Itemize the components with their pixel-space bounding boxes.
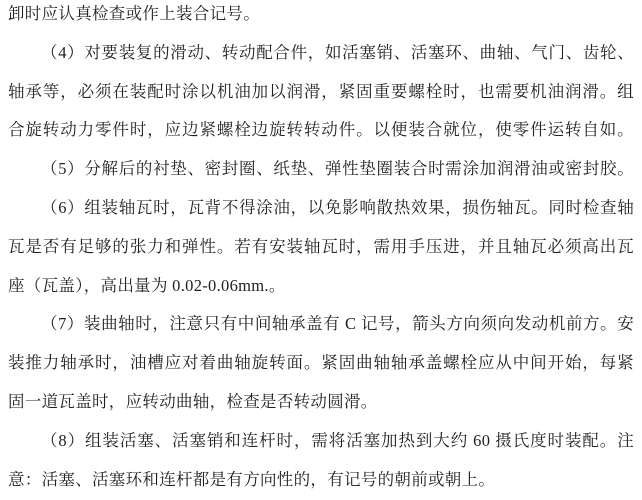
text-line: 轴承等，必须在装配时涂以机油加以润滑，紧固重要螺栓时，也需要机油润滑。组: [8, 81, 634, 101]
text-line: （6）组装轴瓦时，瓦背不得涂油，以免影响散热效果，损伤轴瓦。同时检查轴: [41, 197, 634, 217]
text-line: （5）分解后的衬垫、密封圈、纸垫、弹性垫圈装合时需涂加润滑油或密封胶。: [41, 159, 634, 179]
text-line: 合旋转动力零件时，应边紧螺栓边旋转转动件。以便装合就位，使零件运转自如。: [8, 120, 634, 140]
text-line: 座（瓦盖），高出量为 0.02-0.06mm.。: [8, 275, 286, 295]
text-line: 瓦是否有足够的张力和弹性。若有安装轴瓦时，需用手压进，并且轴瓦必须高出瓦: [8, 236, 634, 256]
text-line: （8）组装活塞、活塞销和连杆时，需将活塞加热到大约 60 摄氏度时装配。注: [41, 430, 634, 450]
text-line: 固一道瓦盖时，应转动曲轴，检查是否转动圆滑。: [8, 391, 378, 411]
text-line: 意：活塞、活塞环和连杆都是有方向性的，有记号的朝前或朝上。: [8, 469, 496, 489]
text-line: （4）对要装复的滑动、转动配合件，如活塞销、活塞环、曲轴、气门、齿轮、: [41, 42, 634, 62]
text-line: 装推力轴承时，油槽应对着曲轴旋转面。紧固曲轴轴承盖螺栓应从中间开始，每紧: [8, 353, 634, 373]
text-line: （7）装曲轴时，注意只有中间轴承盖有 C 记号，箭头方向须向发动机前方。安: [41, 314, 634, 334]
text-line: 卸时应认真检查或作上装合记号。: [8, 4, 260, 23]
